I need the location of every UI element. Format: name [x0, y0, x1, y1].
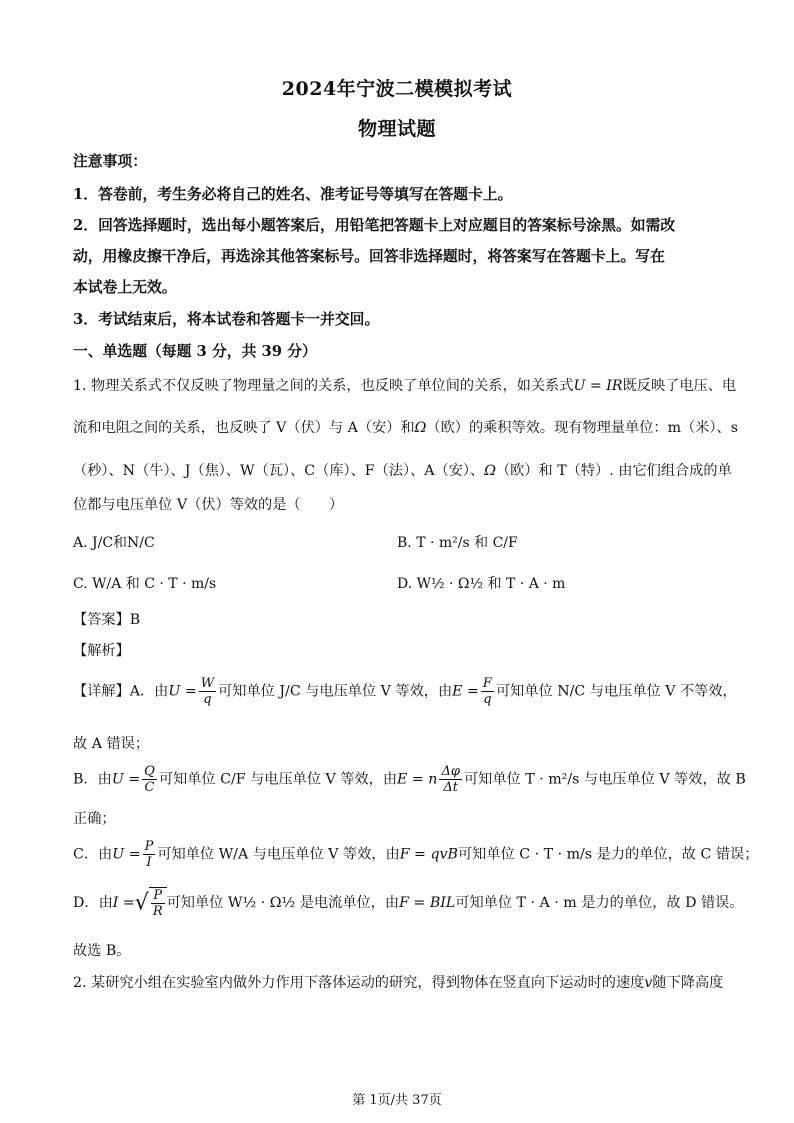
fraction-dphi-over-dt [439, 764, 462, 795]
detail-text: B．由 [73, 771, 112, 788]
detail-text: 可知单位 J/C 与电压单位 V 等效，由 [218, 683, 453, 700]
conclusion: 故选 B。 [73, 943, 131, 959]
q2-text: 随下降高度 [652, 975, 724, 991]
detail-text: 可知单位 N/C 与电压单位 V 不等效， [495, 683, 737, 700]
q1-line-4: 位都与电压单位 V（伏）等效的是（ ） [73, 497, 344, 513]
detail-d-line [73, 887, 744, 919]
formula-lhs: U = [168, 683, 197, 700]
fraction-numerator: Q [144, 764, 155, 779]
fraction-denominator: I [146, 855, 152, 870]
fraction-denominator: q [483, 692, 492, 707]
q1-line-3 [73, 460, 732, 480]
fraction-numerator: P [151, 888, 165, 904]
formula-lhs: U = [111, 771, 141, 788]
q2-line-1 [73, 972, 723, 992]
q1-text: 1. 物理关系式不仅反映了物理量之间的关系，也反映了单位间的关系，如关系式 [73, 378, 574, 394]
formula-lhs: E = n [397, 771, 438, 788]
fraction-denominator: q [203, 692, 212, 707]
detail-a-cont: 故 A 错误； [73, 736, 150, 752]
q1-text: 流和电阻之间的关系，也反映了 V（伏）与 A（安）和 [73, 420, 415, 436]
notice-item-2-cont: 动，用橡皮擦干净后，再选涂其他答案标号。回答非选择题时，将答案写在答题卡上。写在 [73, 248, 665, 265]
notice-item-3: 3．考试结束后，将本试卷和答题卡一并交回。 [73, 311, 380, 328]
fraction-p-over-r [151, 888, 165, 919]
fraction-f-over-q [481, 676, 494, 707]
ohm-symbol: Ω [484, 463, 496, 479]
ohm-symbol: Ω [414, 420, 427, 436]
detail-b-cont: 正确； [73, 811, 116, 827]
detail-c-line [73, 839, 758, 870]
fraction-w-over-q [199, 676, 216, 707]
q1-text: （欧）的乘积等效。现有物理量单位：m（米）、s [426, 420, 738, 436]
exam-subtitle: 物理试题 [357, 118, 436, 140]
formula-lorentz: F = qvB [399, 846, 458, 863]
section-heading: 一、单选题（每题 3 分，共 39 分） [73, 343, 317, 360]
notice-item-2: 2．回答选择题时，选出每小题答案后，用铅笔把答题卡上对应题目的答案标号涂黑。如需改 [73, 217, 676, 234]
formula-lhs: U = [112, 846, 141, 863]
radicand [149, 887, 167, 919]
detail-text: 可知单位 W½ · Ω½ 是电流单位，由 [166, 895, 400, 911]
detail-text: 可知单位 C/F 与电压单位 V 等效，由 [158, 771, 398, 788]
detail-a-line [73, 676, 737, 707]
fraction-numerator: W [200, 676, 215, 691]
fraction-denominator: Δt [443, 780, 459, 795]
fraction-numerator: P [144, 839, 154, 854]
analysis-label: 【解析】 [73, 643, 130, 659]
fraction-denominator: C [144, 780, 155, 795]
exam-title: 2024年宁波二模模拟考试 [281, 78, 513, 100]
fraction-numerator: F [482, 676, 492, 691]
detail-text: C．由 [73, 846, 113, 863]
q1-line-1 [73, 375, 736, 395]
formula-lhs: E = [452, 683, 479, 700]
q2-text: 2. 某研究小组在实验室内做外力作用下落体运动的研究，得到物体在竖直向下运动时的速度 [73, 975, 645, 991]
page-footer: 第 1页/共 37页 [352, 1093, 442, 1108]
q1-text: 既反映了电压、电 [622, 378, 737, 394]
q1-line-2 [73, 417, 738, 437]
detail-text: 可知单位 C · T · m/s 是力的单位，故 C 错误； [457, 846, 759, 863]
fraction-denominator: R [152, 904, 163, 919]
detail-text: 可知单位 T · m²/s 与电压单位 V 等效，故 B [463, 771, 746, 788]
detail-b-line [73, 764, 746, 795]
option-a: A. J/C和N/C [73, 535, 155, 551]
formula-ampere: F = BIL [399, 895, 456, 911]
option-d: D. W½ · Ω½ 和 T · A · m [397, 576, 566, 592]
notice-heading: 注意事项： [73, 153, 147, 170]
q1-formula-uir: U = IR [573, 378, 623, 394]
radical-sign: √ [134, 890, 149, 916]
detail-text: 可知单位 W/A 与电压单位 V 等效，由 [157, 846, 400, 863]
sqrt-p-over-r [135, 887, 167, 919]
notice-item-2-end: 本试卷上无效。 [73, 279, 177, 296]
option-b: B. T · m²/s 和 C/F [397, 535, 518, 551]
fraction-p-over-i [143, 839, 156, 870]
formula-lhs: I = [112, 895, 135, 911]
q1-text: （欧）和 T（特）. 由它们组合成的单 [495, 463, 732, 479]
q1-text: （秒）、N（牛）、J（焦）、W（瓦）、C（库）、F（法）、A（安）、 [73, 463, 485, 479]
option-c: C. W/A 和 C · T · m/s [73, 576, 217, 592]
notice-item-1: 1．答卷前，考生务必将自己的姓名、准考证号等填写在答题卡上。 [73, 186, 513, 203]
fraction-q-over-c [142, 764, 157, 795]
answer-label: 【答案】B [73, 612, 141, 628]
detail-text: 【详解】A．由 [73, 683, 169, 700]
detail-text: D．由 [73, 895, 113, 911]
velocity-var: v [644, 975, 653, 991]
detail-text: 可知单位 T · A · m 是力的单位，故 D 错误。 [455, 895, 744, 911]
fraction-numerator: Δφ [441, 764, 460, 779]
